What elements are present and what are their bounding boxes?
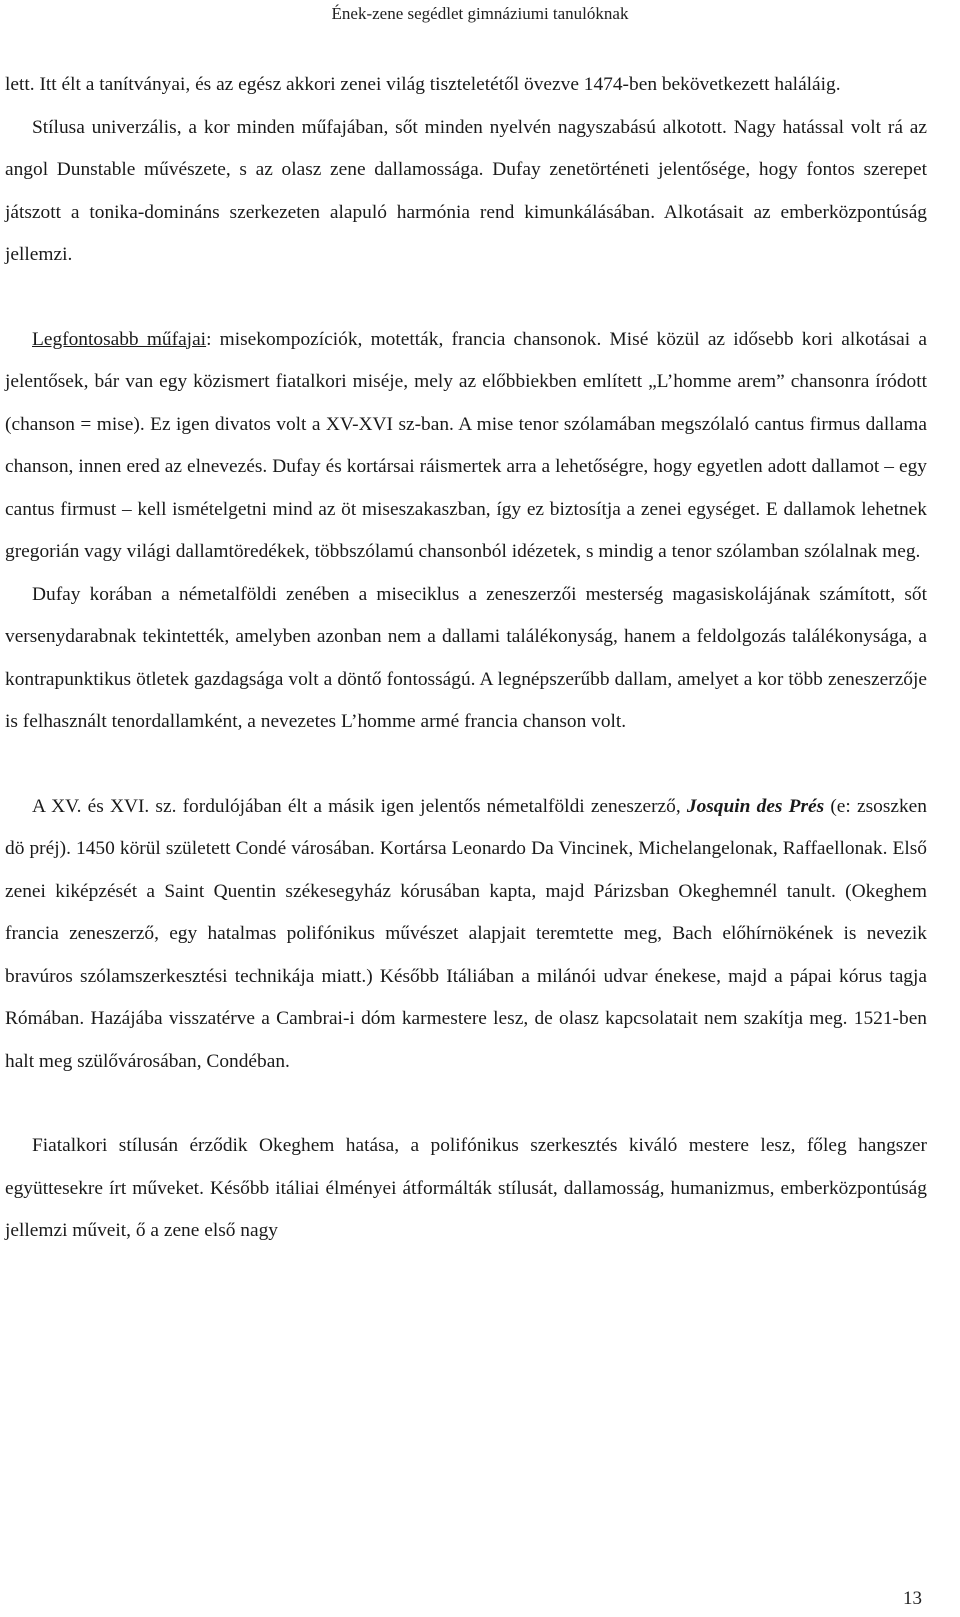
page-header: Ének-zene segédlet gimnáziumi tanulóknak (331, 4, 629, 23)
paragraph-mass-cycle: Dufay korában a németalföldi zenében a miseciklus a zeneszerzői mesterség magasiskolájának számított, sőt versenydarabnak tekintették, amelyben azonban nem a dallami találékonyság, hanem a feldolgozás találékonysága, a kontrapunktikus ötletek gazdagsága volt a döntő fontosságú. A legnépszerűbb dallam, amelyet a kor több zeneszerzője is felhasznált tenordallamként, a nevezetes L’homme armé francia chanson volt. (5, 583, 927, 732)
paragraph-style-josquin: Fiatalkori stílusán érződik Okeghem hatása, a polifónikus szerkesztés kiváló mestere lesz, főleg hangszer együttesekre írt műveket. Később itáliai élményei átformálták stílusát, dallamosság, humanizmus, emberközpontúság jellemzi műveit, ő a zene első nagy (5, 1135, 927, 1241)
paragraph-spacer (5, 1083, 927, 1125)
josquin-intro: A XV. és XVI. sz. fordulójában élt a másik igen jelentős németalföldi zeneszerző, (32, 795, 687, 817)
genres-label: Legfontosabb műfajai (32, 328, 207, 350)
paragraph-continuation: lett. Itt élt a tanítványai, és az egész akkori zenei világ tiszteletétől övezve 1474-ben bekövetkezett haláláig. (5, 74, 841, 95)
paragraph-josquin (5, 786, 927, 1084)
page-number: 13 (903, 1588, 922, 1609)
paragraph-spacer (5, 277, 927, 319)
paragraph-spacer (5, 744, 927, 786)
paragraph-genres (5, 319, 927, 574)
genres-text: : misekompozíciók, motetták, francia chansonok. Misé közül az idősebb kori alkotásai a jelentősek, bár van egy közismert fiatalkori miséje, mely az előbbiekben említett „L’homme arem” chansonra íródott (chanson = mise). Ez igen divatos volt a XV-XVI sz-ban. A mise tenor szólamában megszólaló cantus firmus dallama chanson, innen ered az elnevezés. Dufay és kortársai ráismertek arra a lehetőségre, hogy egyetlen adott dallamot – egy cantus firmust – kell ismételgetni mind az öt miseszakaszban, így ez biztosítja a zenei egységet. E dallamok lehetnek gregorián vagy világi dallamtöredékek, többszólamú chansonból idézetek, s mindig a tenor szólamban szólalnak meg. (5, 328, 927, 562)
paragraph-style: Stílusa univerzális, a kor minden műfajában, sőt minden nyelvén nagyszabású alkotott. Nagy hatással volt rá az angol Dunstable művészete, s az olasz zene dallamossága. Dufay zenetörténeti jelentősége, hogy fontos szerepet játszott a tonika-domináns szerkezeten alapuló harmónia rend kimunkálásában. Alkotásait az emberközpontúság jellemzi. (5, 116, 927, 265)
josquin-bio: (e: zsoszken dö préj). 1450 körül született Condé városában. Kortársa Leonardo Da Vincinek, Michelangelonak, Raffaellonak. Első zenei kiképzését a Saint Quentin székesegyház kórusában kapta, majd Párizsban Okeghemnél tanult. (Okeghem francia zeneszerző, egy hatalmas polifónikus művészet alapjait teremtette meg, Bach előhírnökének is nevezik bravúros szólamszerkesztési technikája miatt.) Később Itáliában a milánói udvar énekese, majd a pápai kórus tagja Rómában. Hazájába visszatérve a Cambrai-i dóm karmestere lesz, de olasz kapcsolatait nem szakítja meg. 1521-ben halt meg szülővárosában, Condéban. (5, 795, 927, 1072)
document-body (5, 64, 927, 1253)
composer-name: Josquin des Prés (686, 795, 825, 817)
